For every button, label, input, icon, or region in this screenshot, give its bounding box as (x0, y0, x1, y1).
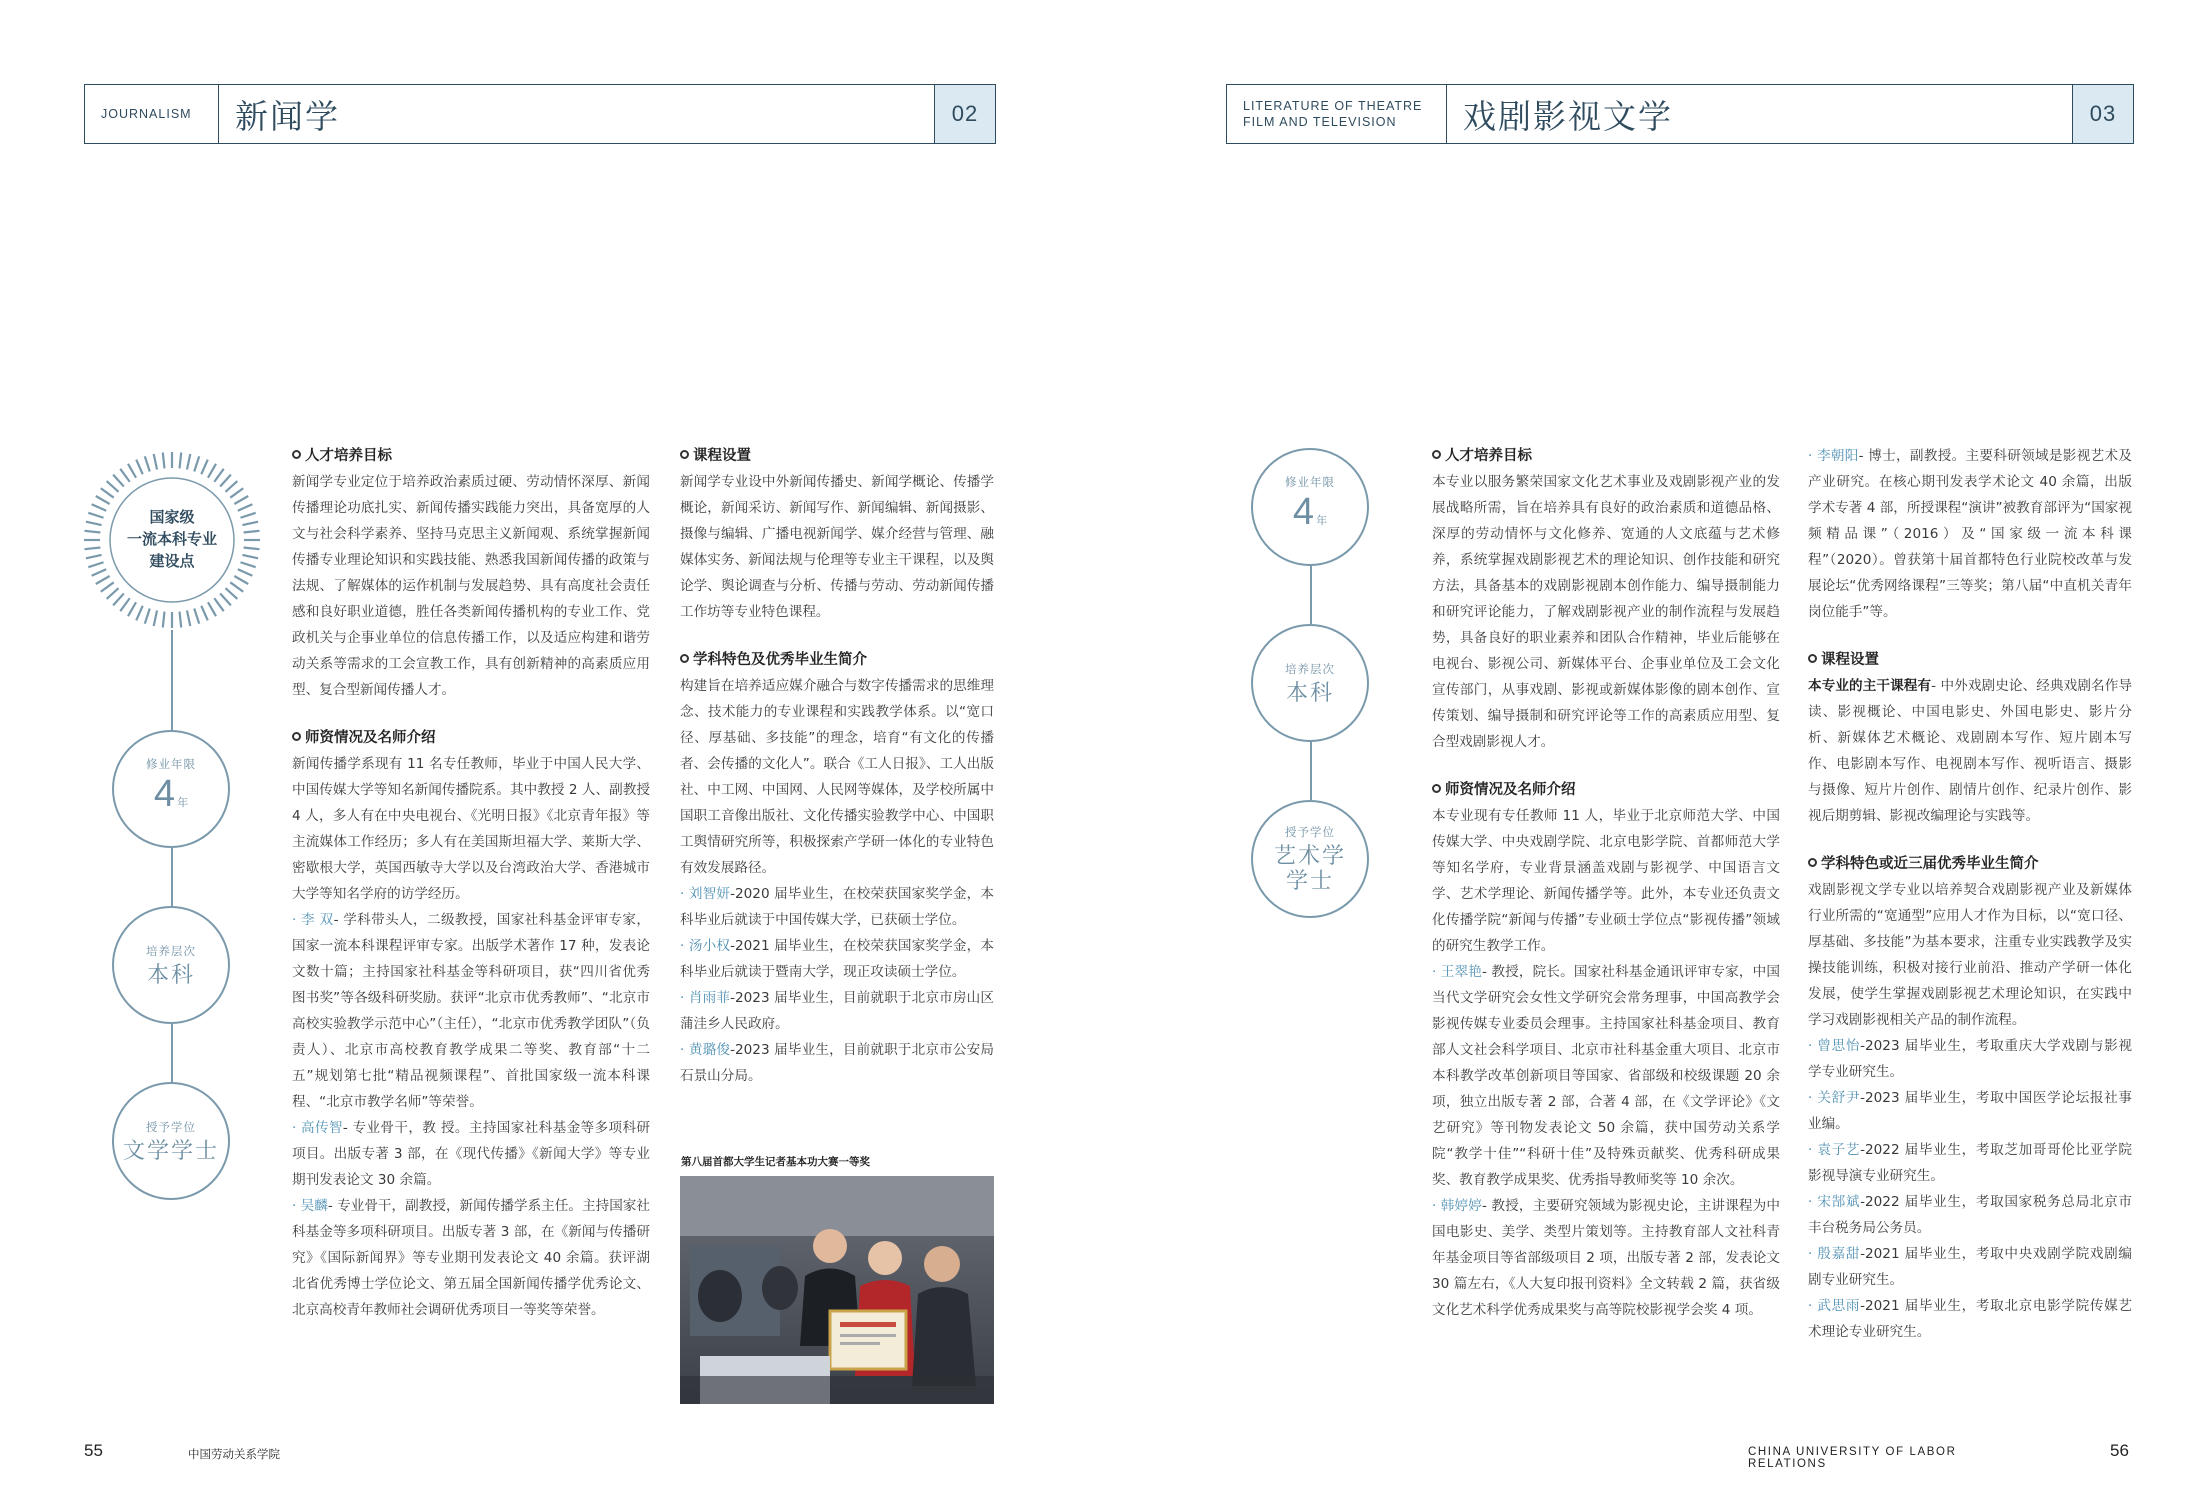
right-column-2 (1808, 443, 2132, 1345)
photo-caption: 第八届首都大学生记者基本功大赛一等奖 (681, 1156, 870, 1168)
graduate-item: · 肖雨菲-2023 届毕业生，目前就职于北京市房山区蒲洼乡人民政府。 (680, 990, 995, 1032)
timeline-connector (171, 1024, 173, 1082)
level-circle (112, 906, 230, 1024)
teacher-item: · 高传智- 专业骨干，教 授。主持国家社科基金等多项科研项目。出版专著 3 部，在《现代传播》《新闻大学》等专业期刊发表论文 30 余篇。 (292, 1120, 650, 1188)
badge-line2: 一流本科专业 (126, 530, 217, 548)
level-circle (1251, 624, 1369, 742)
level-value: 本科 (1285, 680, 1334, 706)
course-text: 本专业的主干课程有- 中外戏剧史论、经典戏剧名作导读、影视概论、中国电影史、外国电影史、影片分析、新媒体艺术概论、戏剧剧本写作、短片剧本写作、电影剧本写作、电视剧本写作、视听语言、摄影与摄像、短片片创作、剧情片创作、纪录片创作、影视后期剪辑、影视改编理论与实践等。 (1808, 678, 2132, 824)
right-column-1 (1432, 443, 1780, 1323)
section-title: 学科特色或近三届优秀毕业生简介 (1808, 851, 2132, 877)
duration-label: 修业年限 (146, 756, 196, 771)
course-text: 新闻学专业设中外新闻传播史、新闻学概论、传播学概论，新闻采访、新闻写作、新闻编辑、新闻摄影、摄像与编辑、广播电视新闻学、媒介经营与管理、融媒体实务、新闻法规与伦理等专业主干课程，以及舆论学、舆论调查与分析、传播与劳动、劳动新闻传播工作坊等专业特色课程。 (680, 474, 994, 620)
duration-circle (1251, 448, 1369, 566)
award-photo-image (680, 1176, 994, 1404)
page-number-right: 56 (2110, 1441, 2129, 1460)
training-goal-text: 新闻学专业定位于培养政治素质过硬、劳动情怀深厚、新闻传播理论功底扎实、新闻传播实践能力突出，具备宽厚的人文与社会科学素养、坚持马克思主义新闻观、系统掌握新闻传播专业理论知识和实践技能、熟悉我国新闻传播的政策与法规、了解媒体的运作机制与发展趋势、具有高度社会责任感和良好职业道德，胜任各类新闻传播机构的专业工作、党政机关与企事业单位的信息传播工作，以及适应构建和谐劳动关系等需求的工会宣教工作，具有创新精神的高素质应用型、复合型新闻传播人才。 (292, 474, 650, 698)
teacher-item: · 吴麟- 专业骨干，副教授，新闻传播学系主任。主持国家社科基金等多项科研项目。出版专著 3 部，在《新闻与传播研究》《国际新闻界》等专业期刊发表论文 40 余篇。获评湖北省优秀博士学位论文、第五届全国新闻传播学优秀论文、北京高校青年教师社会调研优秀项目一等奖等荣誉。 (292, 1198, 650, 1318)
level-label: 培养层次 (1285, 661, 1335, 676)
graduate-item: · 武思雨-2021 届毕业生，考取北京电影学院传媒艺术理论专业研究生。 (1808, 1298, 2133, 1340)
section-title: 学科特色及优秀毕业生简介 (680, 647, 994, 673)
teacher-item: · 王翠艳- 教授，院长。国家社科基金通讯评审专家，中国当代文学研究会女性文学研究会常务理事，中国高教学会影视传媒专业委员会理事。主持国家社科基金项目、教育部人文社会科学项目、北京市社科基金重大项目、北京市本科教学改革创新项目等国家、省部级和校级课题 20 余项，独立出版专著 2 部，合著 4 部，在《文学评论》《文艺研究》等刊物发表论文 50 余篇，获中国劳动关系学院“教学十佳”“科研十佳”及特殊贡献奖、优秀科研成果奖、教育教学成果奖、优秀指导教师奖等 10 余次。 (1432, 964, 1780, 1188)
teacher-item: · 韩婷婷- 教授，主要研究领域为影视史论，主讲课程为中国电影史、美学、类型片策划等。主持教育部人文社科青年基金项目等省部级项目 2 项，出版专著 2 部，发表论文 30 篇左右，《人大复印报刊资料》全文转载 2 篇，获省级文化艺术科学优秀成果奖与高等院校影视学会奖 4 项。 (1432, 1198, 1780, 1318)
feature-text: 构建旨在培养适应媒介融合与数字传播需求的思维理念、技术能力的专业课程和实践教学体系。以“宽口径、厚基础、多技能”的理念，培育“有文化的传播者、会传播的文化人”。联合《工人日报》、工人出版社、中工网、中国网、人民网等媒体，及学校所属中国职工音像出版社、文化传播实验教学中心、中国职工舆情研究所等，积极探索产学研一体化的专业特色有效发展路径。 (680, 678, 994, 876)
graduate-item: · 黄璐俊-2023 届毕业生，目前就职于北京市公安局石景山分局。 (680, 1042, 995, 1084)
graduate-item: · 汤小权-2021 届毕业生，在校荣获国家奖学金，本科毕业后就读于暨南大学，现正攻读硕士学位。 (680, 938, 995, 980)
footer-school-name: 中国劳动关系学院 (188, 1447, 280, 1461)
header-cn-title: 新闻学 (235, 96, 340, 136)
graduate-item: · 刘智妍-2020 届毕业生，在校荣获国家奖学金，本科毕业后就读于中国传媒大学，已获硕士学位。 (680, 886, 995, 928)
section-title: 人才培养目标 (292, 443, 650, 469)
training-goal-text: 本专业以服务繁荣国家文化艺术事业及戏剧影视产业的发展战略所需，旨在培养具有良好的政治素质和道德品格、深厚的劳动情怀与文化修养、宽通的人文底蕴与艺术修养，系统掌握戏剧影视艺术的理论知识、创作技能和研究方法，具备基本的戏剧影视剧本创作能力、编导摄制能力和研究评论能力，了解戏剧影视产业的制作流程与发展趋势，具备良好的职业素养和团队合作精神，毕业后能够在电视台、影视公司、新媒体平台、企事业单位及工会文化宣传部门，从事戏剧、影视或新媒体影像的剧本创作、宣传策划、编导摄制和研究评论等工作的高素质应用型、复合型戏剧影视人才。 (1432, 474, 1780, 750)
header-journalism (84, 84, 996, 144)
section-title: 课程设置 (680, 443, 994, 469)
degree-label: 授予学位 (1285, 825, 1335, 839)
duration-label: 修业年限 (1285, 474, 1335, 489)
left-column-1 (292, 443, 650, 1323)
footer-school-name-en: CHINA UNIVERSITY OF LABOR RELATIONS (1748, 1446, 1957, 1470)
faculty-text: 新闻传播学系现有 11 名专任教师，毕业于中国人民大学、中国传媒大学等知名新闻传播院系。其中教授 2 人、副教授 4 人，多人有在中央电视台、《光明日报》《北京青年报》等主流媒体工作经历；多人有在美国斯坦福大学、莱斯大学、密歇根大学，英国西敏寺大学以及台湾政治大学、香港城市大学等知名学府的访学经历。 (292, 756, 650, 902)
header-number: 02 (934, 85, 995, 143)
graduate-item: · 袁子艺-2022 届毕业生，考取芝加哥哥伦比亚学院影视导演专业研究生。 (1808, 1142, 2133, 1184)
section-title: 师资情况及名师介绍 (292, 725, 650, 751)
duration-value: 4 年 (153, 772, 189, 815)
degree-circle (1251, 800, 1369, 918)
timeline-connector (171, 848, 173, 906)
degree-value: 文学学士 (122, 1138, 219, 1164)
timeline-connector (171, 630, 173, 730)
faculty-text: 本专业现有专任教师 11 人，毕业于北京师范大学、中国传媒大学、中央戏剧学院、北京电影学院、首都师范大学等知名学府，专业背景涵盖戏剧与影视学、中国语言文学、艺术学理论、新闻传播学等。此外，本专业还负责文化传播学院“新闻与传播”专业硕士学位点“影视传播”领域的研究生教学工作。 (1432, 808, 1780, 954)
header-theatre (1226, 84, 2134, 144)
duration-value: 4 年 (1292, 490, 1328, 533)
header-en-title: JOURNALISM (85, 85, 219, 143)
graduate-item: · 关舒尹-2023 届毕业生，考取中国医学论坛报社事业编。 (1808, 1090, 2133, 1132)
feature-text: 戏剧影视文学专业以培养契合戏剧影视产业及新媒体行业所需的“宽通型”应用人才作为目标，以“宽口径、厚基础、多技能”为基本要求，注重专业实践教学及实操技能训练，积极对接行业前沿、推动产学研一体化发展，使学生掌握戏剧影视艺术理论知识，在实践中学习戏剧影视相关产品的制作流程。 (1808, 882, 2132, 1028)
award-photo (680, 1176, 994, 1404)
header-en-title (1227, 85, 1447, 143)
header-number: 03 (2072, 85, 2133, 143)
section-title: 人才培养目标 (1432, 443, 1780, 469)
graduate-item: · 殷嘉甜-2021 届毕业生，考取中央戏剧学院戏剧编剧专业研究生。 (1808, 1246, 2133, 1288)
duration-circle (112, 730, 230, 848)
degree-value-line1: 艺术学 (1273, 844, 1346, 869)
header-en-line2: FILM AND TELEVISION (1243, 115, 1397, 129)
left-column-2 (680, 443, 994, 1089)
badge-line1: 国家级 (149, 508, 195, 526)
degree-circle (112, 1082, 230, 1200)
teacher-item: · 李 双- 学科带头人，二级教授，国家社科基金评审专家，国家一流本科课程评审专家。出版学术著作 17 种，发表论文数十篇；主持国家社科基金等科研项目，获“四川省优秀图书奖”等各级科研奖励。获评“北京市优秀教师”、“北京市高校实验教学示范中心”（主任），“北京市优秀教学团队”（负责人）、北京市高校教育教学成果二等奖、教育部“十二五”规划第七批“精品视频课程”、首批国家级一流本科课程、“北京市教学名师”等荣誉。 (292, 912, 650, 1110)
badge-line3: 建设点 (149, 552, 195, 570)
degree-value-line2: 学士 (1285, 869, 1334, 894)
page-number-left: 55 (84, 1441, 103, 1460)
level-value: 本科 (146, 962, 195, 988)
header-cn-title: 戏剧影视文学 (1463, 96, 1673, 136)
section-title: 师资情况及名师介绍 (1432, 777, 1780, 803)
degree-label: 授予学位 (146, 1119, 196, 1134)
national-badge-text (112, 506, 232, 572)
graduate-item: · 宋郜斌-2022 届毕业生，考取国家税务总局北京市丰台税务局公务员。 (1808, 1194, 2133, 1236)
level-label: 培养层次 (146, 943, 196, 958)
timeline-connector (1310, 742, 1312, 800)
section-title: 课程设置 (1808, 647, 2132, 673)
graduate-item: · 曾思怡-2023 届毕业生，考取重庆大学戏剧与影视学专业研究生。 (1808, 1038, 2133, 1080)
teacher-item: · 李朝阳- 博士，副教授。主要科研领域是影视艺术及产业研究。在核心期刊发表学术论文 40 余篇，出版学术专著 4 部，所授课程“演讲”被教育部评为“国家视频精品课”（2016）及“国家级一流本科课程”（2020）。曾获第十届首都特色行业院校改革与发展论坛“优秀网络课程”三等奖；第八届“中直机关青年岗位能手”等。 (1808, 448, 2132, 620)
timeline-connector (1310, 566, 1312, 624)
header-en-line1: LITERATURE OF THEATRE (1243, 99, 1423, 113)
